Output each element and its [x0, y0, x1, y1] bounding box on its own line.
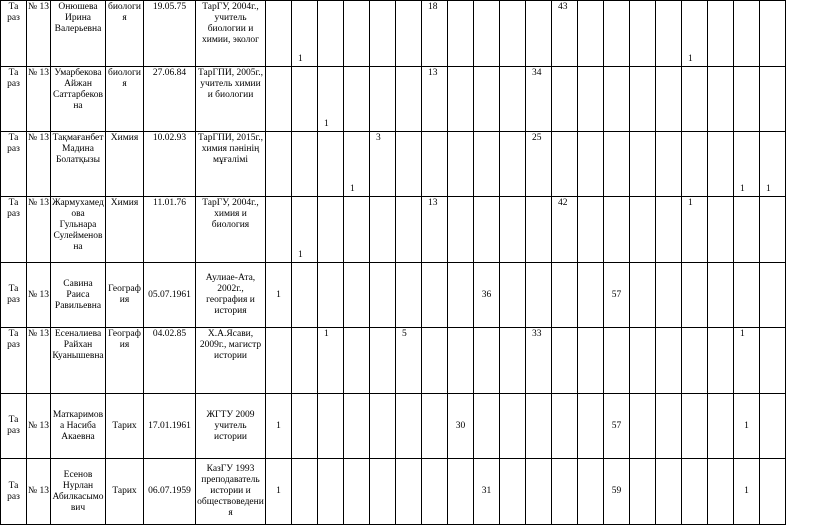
count-cell-6 [396, 459, 422, 525]
count-cell-10 [500, 328, 526, 394]
count-cell-17 [682, 263, 708, 328]
count-cell-5 [370, 263, 396, 328]
count-cell-9 [474, 197, 500, 263]
count-cell-15 [630, 1, 656, 67]
school-cell: № 13 [27, 459, 51, 525]
count-cell-18 [708, 328, 734, 394]
count-cell-20: 1 [760, 132, 786, 197]
count-cell-7 [422, 328, 448, 394]
count-cell-1: 1 [266, 263, 292, 328]
education-cell: Аулиае-Ата, 2002г., география и история [196, 263, 266, 328]
count-cell-13 [578, 328, 604, 394]
count-cell-10 [500, 67, 526, 132]
count-cell-6 [396, 132, 422, 197]
count-cell-2 [292, 328, 318, 394]
count-cell-3 [318, 263, 344, 328]
count-cell-16 [656, 263, 682, 328]
table-row [1, 197, 786, 263]
count-cell-8 [448, 328, 474, 394]
count-cell-2 [292, 263, 318, 328]
count-cell-3 [318, 197, 344, 263]
count-cell-11 [526, 394, 552, 459]
count-cell-4 [344, 459, 370, 525]
count-cell-4 [344, 197, 370, 263]
count-cell-14: 57 [604, 394, 630, 459]
count-cell-1: 1 [266, 394, 292, 459]
count-cell-19 [734, 67, 760, 132]
teacher-name-cell: Жармухамедова Гульнара Сулейменовна [51, 197, 106, 263]
school-cell: № 13 [27, 1, 51, 67]
count-cell-6 [396, 1, 422, 67]
count-cell-9 [474, 394, 500, 459]
count-cell-9 [474, 328, 500, 394]
count-cell-13 [578, 197, 604, 263]
count-cell-11: 25 [526, 132, 552, 197]
count-cell-4 [344, 328, 370, 394]
count-cell-20 [760, 394, 786, 459]
count-cell-19 [734, 1, 760, 67]
count-cell-14 [604, 1, 630, 67]
count-cell-3 [318, 394, 344, 459]
count-cell-18 [708, 394, 734, 459]
city-cell: Та раз [1, 67, 27, 132]
count-cell-5 [370, 328, 396, 394]
table-body [1, 1, 786, 525]
count-cell-11: 34 [526, 67, 552, 132]
count-cell-3: 1 [318, 328, 344, 394]
count-cell-5 [370, 67, 396, 132]
birth-date-cell: 10.02.93 [144, 132, 196, 197]
count-cell-20 [760, 328, 786, 394]
count-cell-14: 59 [604, 459, 630, 525]
count-cell-8 [448, 1, 474, 67]
count-cell-20 [760, 1, 786, 67]
count-cell-2 [292, 132, 318, 197]
city-cell: Та раз [1, 394, 27, 459]
subject-cell: Тарих [106, 394, 144, 459]
subject-cell: биология [106, 67, 144, 132]
count-cell-16 [656, 67, 682, 132]
count-cell-1 [266, 67, 292, 132]
count-cell-19 [734, 263, 760, 328]
education-cell: ТарГУ, 2004г., учитель биологии и химии, эколог [196, 1, 266, 67]
count-cell-1 [266, 1, 292, 67]
count-cell-11 [526, 1, 552, 67]
count-cell-15 [630, 328, 656, 394]
teacher-name-cell: Тақмағанбет Мадина Болатқызы [51, 132, 106, 197]
count-cell-10 [500, 459, 526, 525]
school-cell: № 13 [27, 394, 51, 459]
count-cell-16 [656, 328, 682, 394]
table-row [1, 394, 786, 459]
birth-date-cell: 04.02.85 [144, 328, 196, 394]
count-cell-6 [396, 394, 422, 459]
count-cell-4 [344, 263, 370, 328]
count-cell-15 [630, 197, 656, 263]
count-cell-5 [370, 459, 396, 525]
count-cell-12: 42 [552, 197, 578, 263]
count-cell-3 [318, 1, 344, 67]
birth-date-cell: 06.07.1959 [144, 459, 196, 525]
count-cell-6 [396, 67, 422, 132]
count-cell-9: 36 [474, 263, 500, 328]
count-cell-14: 57 [604, 263, 630, 328]
education-cell: КазГУ 1993 преподаватель истории и обществоведения [196, 459, 266, 525]
count-cell-8: 30 [448, 394, 474, 459]
city-cell: Та раз [1, 328, 27, 394]
count-cell-15 [630, 132, 656, 197]
count-cell-19: 1 [734, 132, 760, 197]
count-cell-18 [708, 263, 734, 328]
count-cell-9 [474, 1, 500, 67]
count-cell-7: 13 [422, 67, 448, 132]
count-cell-13 [578, 1, 604, 67]
count-cell-12 [552, 67, 578, 132]
birth-date-cell: 11.01.76 [144, 197, 196, 263]
subject-cell: География [106, 328, 144, 394]
school-cell: № 13 [27, 67, 51, 132]
count-cell-5 [370, 197, 396, 263]
birth-date-cell: 05.07.1961 [144, 263, 196, 328]
count-cell-4 [344, 1, 370, 67]
teacher-name-cell: Есенов Нурлан Абилкасымович [51, 459, 106, 525]
teacher-name-cell: Савина Раиса Равильевна [51, 263, 106, 328]
count-cell-9 [474, 67, 500, 132]
education-cell: Х.А.Ясави, 2009г., магистр истории [196, 328, 266, 394]
count-cell-1: 1 [266, 459, 292, 525]
count-cell-4 [344, 67, 370, 132]
count-cell-8 [448, 132, 474, 197]
count-cell-9 [474, 132, 500, 197]
count-cell-13 [578, 459, 604, 525]
city-cell: Та раз [1, 132, 27, 197]
count-cell-15 [630, 263, 656, 328]
count-cell-15 [630, 394, 656, 459]
count-cell-2 [292, 394, 318, 459]
count-cell-14 [604, 197, 630, 263]
count-cell-3 [318, 459, 344, 525]
count-cell-13 [578, 67, 604, 132]
count-cell-20 [760, 459, 786, 525]
count-cell-12 [552, 394, 578, 459]
count-cell-13 [578, 394, 604, 459]
count-cell-6 [396, 263, 422, 328]
count-cell-5 [370, 1, 396, 67]
count-cell-19: 1 [734, 394, 760, 459]
subject-cell: Химия [106, 197, 144, 263]
count-cell-7 [422, 132, 448, 197]
count-cell-20 [760, 197, 786, 263]
count-cell-10 [500, 394, 526, 459]
count-cell-18 [708, 459, 734, 525]
count-cell-11 [526, 197, 552, 263]
birth-date-cell: 27.06.84 [144, 67, 196, 132]
birth-date-cell: 17.01.1961 [144, 394, 196, 459]
count-cell-18 [708, 67, 734, 132]
subject-cell: Химия [106, 132, 144, 197]
count-cell-12 [552, 459, 578, 525]
birth-date-cell: 19.05.75 [144, 1, 196, 67]
count-cell-12 [552, 328, 578, 394]
count-cell-20 [760, 67, 786, 132]
count-cell-13 [578, 132, 604, 197]
count-cell-7: 18 [422, 1, 448, 67]
table-row [1, 459, 786, 525]
count-cell-5 [370, 394, 396, 459]
count-cell-16 [656, 132, 682, 197]
count-cell-13 [578, 263, 604, 328]
education-cell: ТарГУ, 2004г., химия и биология [196, 197, 266, 263]
teacher-name-cell: Онюшева Ирина Валерьевна [51, 1, 106, 67]
count-cell-16 [656, 394, 682, 459]
count-cell-16 [656, 459, 682, 525]
count-cell-11 [526, 263, 552, 328]
count-cell-8 [448, 197, 474, 263]
table-row [1, 67, 786, 132]
school-cell: № 13 [27, 197, 51, 263]
count-cell-10 [500, 132, 526, 197]
city-cell: Та раз [1, 263, 27, 328]
count-cell-3: 1 [318, 67, 344, 132]
count-cell-16 [656, 1, 682, 67]
city-cell: Та раз [1, 459, 27, 525]
count-cell-18 [708, 1, 734, 67]
count-cell-1 [266, 197, 292, 263]
education-cell: ТарГПИ, 2005г., учитель химии и биологии [196, 67, 266, 132]
count-cell-17: 1 [682, 1, 708, 67]
school-cell: № 13 [27, 263, 51, 328]
count-cell-7 [422, 394, 448, 459]
table-row [1, 328, 786, 394]
count-cell-17: 1 [682, 197, 708, 263]
count-cell-17 [682, 328, 708, 394]
teacher-name-cell: Умарбекова Айжан Саттарбековна [51, 67, 106, 132]
count-cell-12: 43 [552, 1, 578, 67]
count-cell-10 [500, 1, 526, 67]
count-cell-2: 1 [292, 197, 318, 263]
count-cell-14 [604, 328, 630, 394]
subject-cell: биология [106, 1, 144, 67]
table-row [1, 263, 786, 328]
school-cell: № 13 [27, 132, 51, 197]
count-cell-3 [318, 132, 344, 197]
count-cell-11: 33 [526, 328, 552, 394]
count-cell-15 [630, 67, 656, 132]
table-row [1, 1, 786, 67]
count-cell-2 [292, 67, 318, 132]
count-cell-4 [344, 394, 370, 459]
school-cell: № 13 [27, 328, 51, 394]
count-cell-2: 1 [292, 1, 318, 67]
count-cell-18 [708, 197, 734, 263]
count-cell-2 [292, 459, 318, 525]
count-cell-17 [682, 459, 708, 525]
count-cell-8 [448, 263, 474, 328]
education-cell: ЖГТУ 2009 учитель истории [196, 394, 266, 459]
education-cell: ТарГПИ, 2015г., химия пәнінің мұғалімі [196, 132, 266, 197]
count-cell-14 [604, 67, 630, 132]
count-cell-12 [552, 132, 578, 197]
count-cell-17 [682, 132, 708, 197]
city-cell: Та раз [1, 197, 27, 263]
count-cell-1 [266, 132, 292, 197]
count-cell-12 [552, 263, 578, 328]
count-cell-15 [630, 459, 656, 525]
subject-cell: Тарих [106, 459, 144, 525]
teacher-name-cell: Маткаримова Насиба Акаевна [51, 394, 106, 459]
count-cell-19: 1 [734, 328, 760, 394]
count-cell-4: 1 [344, 132, 370, 197]
count-cell-11 [526, 459, 552, 525]
subject-cell: География [106, 263, 144, 328]
table-row [1, 132, 786, 197]
count-cell-19: 1 [734, 459, 760, 525]
count-cell-16 [656, 197, 682, 263]
count-cell-7: 13 [422, 197, 448, 263]
count-cell-17 [682, 67, 708, 132]
count-cell-10 [500, 197, 526, 263]
count-cell-6: 5 [396, 328, 422, 394]
count-cell-20 [760, 263, 786, 328]
count-cell-7 [422, 263, 448, 328]
count-cell-8 [448, 67, 474, 132]
count-cell-10 [500, 263, 526, 328]
count-cell-5: 3 [370, 132, 396, 197]
count-cell-19 [734, 197, 760, 263]
count-cell-1 [266, 328, 292, 394]
count-cell-8 [448, 459, 474, 525]
teacher-name-cell: Есеналиева Райхан Куанышевна [51, 328, 106, 394]
count-cell-14 [604, 132, 630, 197]
count-cell-7 [422, 459, 448, 525]
city-cell: Та раз [1, 1, 27, 67]
count-cell-6 [396, 197, 422, 263]
count-cell-9: 31 [474, 459, 500, 525]
count-cell-17 [682, 394, 708, 459]
count-cell-18 [708, 132, 734, 197]
